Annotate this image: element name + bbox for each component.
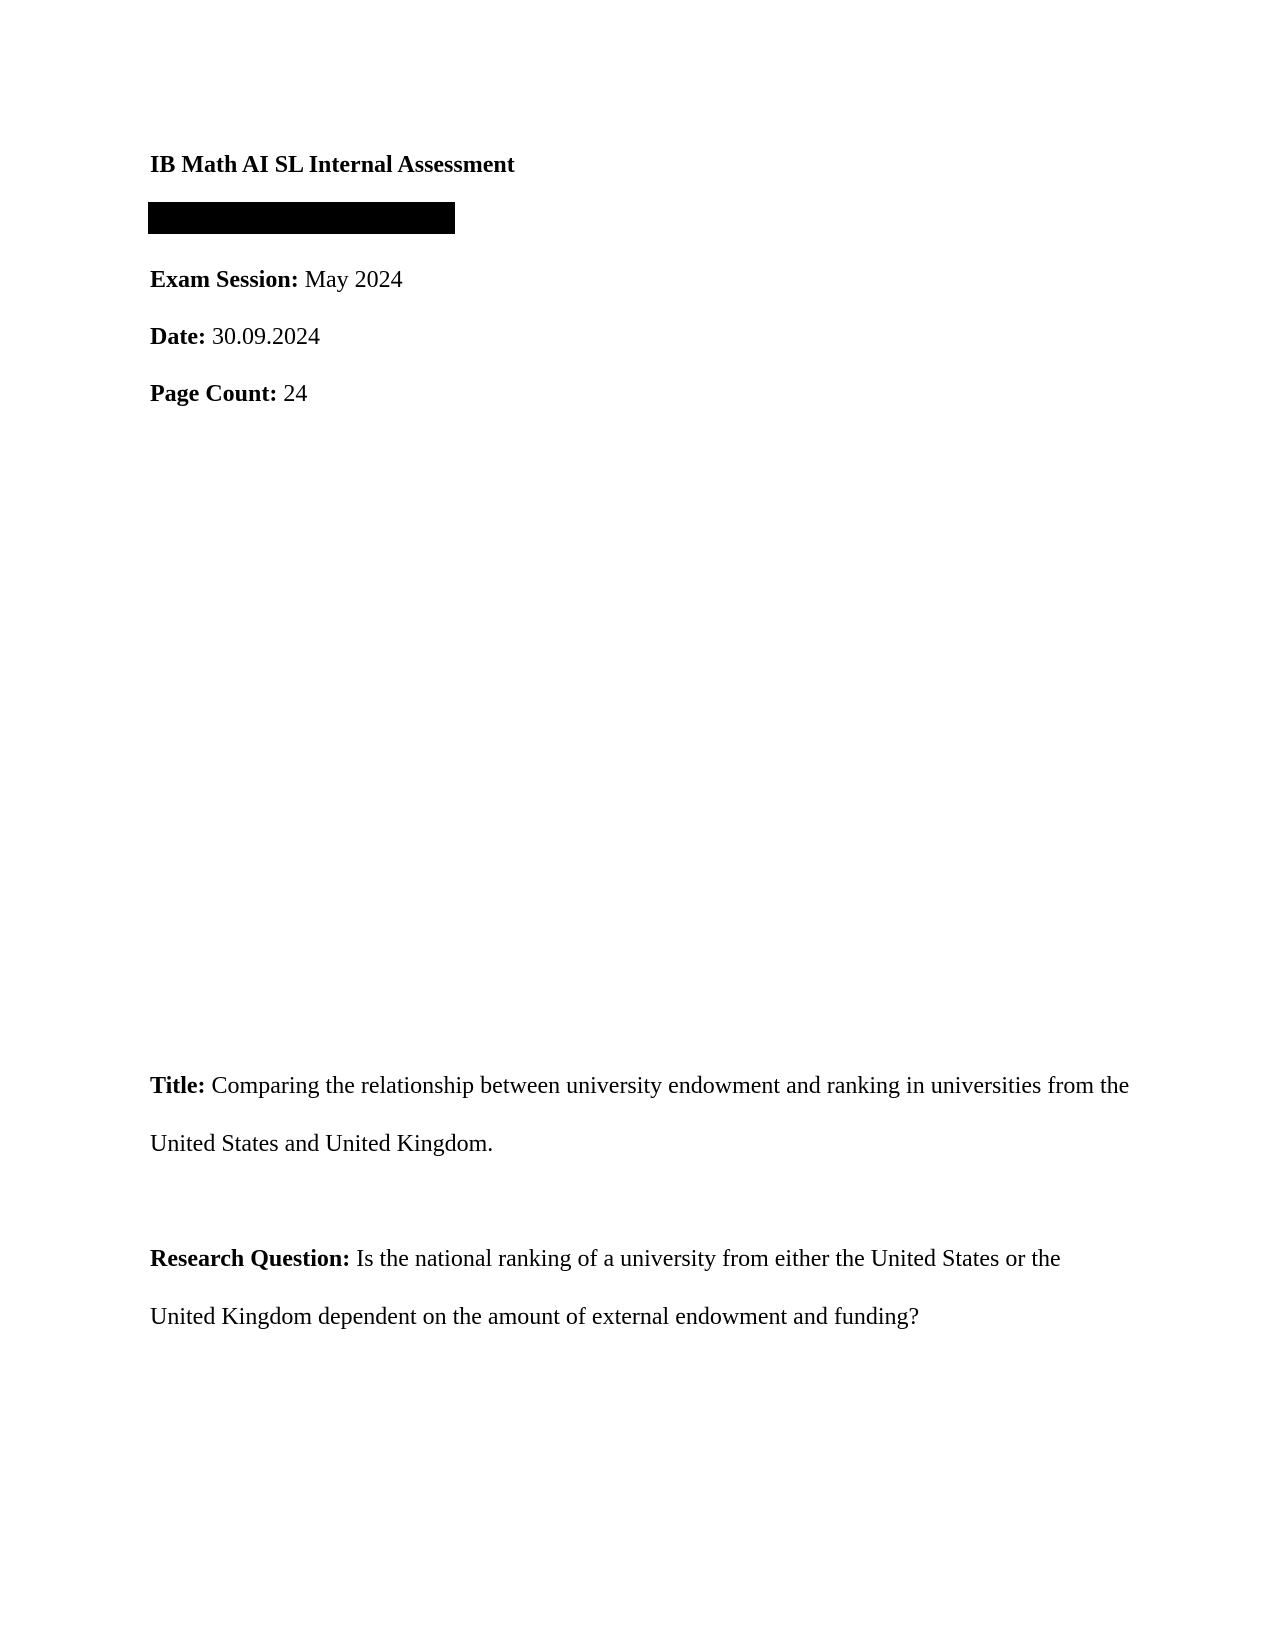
redacted-name-block [148,202,455,234]
page-count-label: Page Count: [150,381,278,407]
date-value: 30.09.2024 [211,324,320,350]
page-count-line [150,380,307,408]
title-paragraph [150,1057,1130,1173]
title-text: Comparing the relationship between university endowment and ranking in universities from the United States and United Kingdom. [150,1073,1130,1157]
date-label: Date: [150,324,206,350]
date-line [150,323,320,351]
research-question-paragraph [150,1230,1130,1346]
research-question-text: Is the national ranking of a university from either the United States or the United Kingdom dependent on the amount of external endowment and funding? [150,1246,1061,1330]
page-count-value: 24 [283,381,308,407]
exam-session-label: Exam Session: [150,267,299,293]
research-question-label: Research Question: [150,1246,351,1272]
document-heading: IB Math AI SL Internal Assessment [150,152,515,178]
title-label: Title: [150,1073,206,1099]
exam-session-value: May 2024 [304,267,403,293]
exam-session-line [150,266,403,294]
